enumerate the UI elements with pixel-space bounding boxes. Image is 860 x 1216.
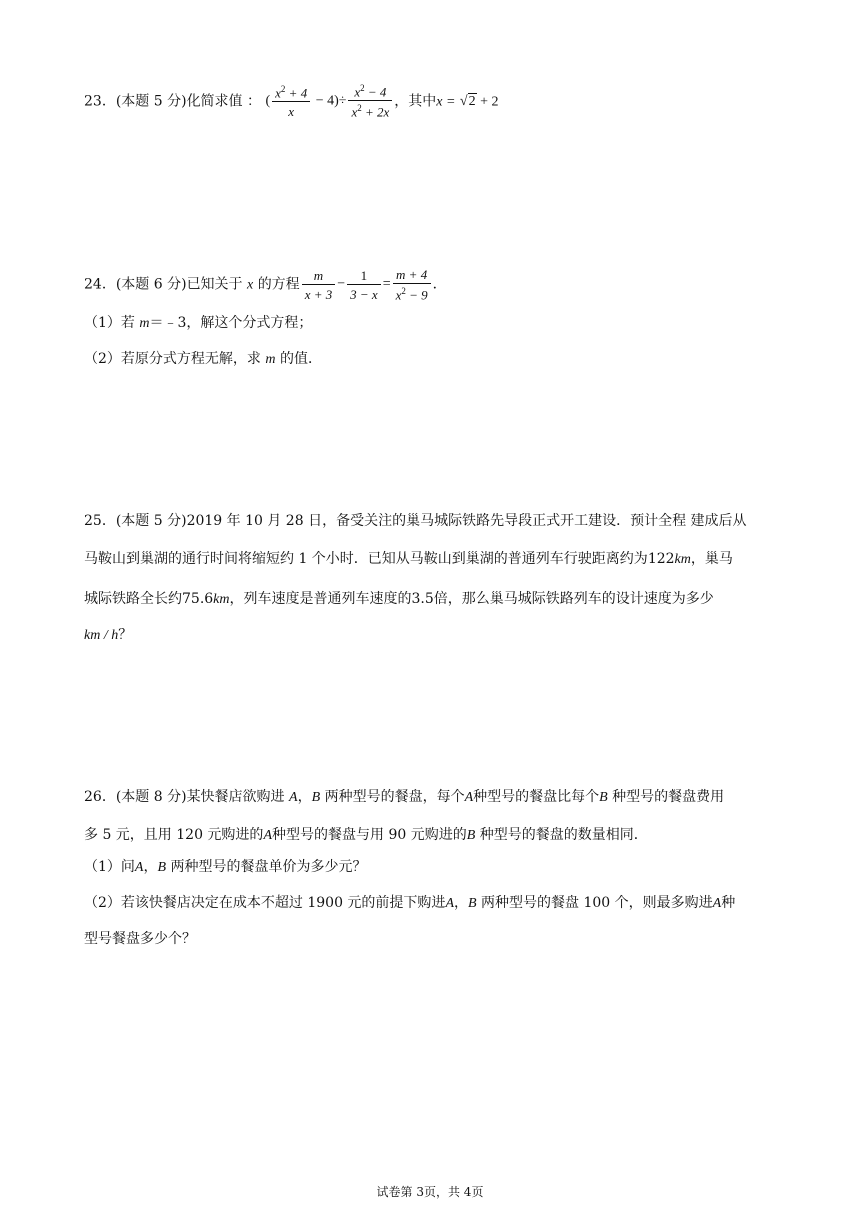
q24-line-1: 24．(本题 6 分)已知关于 x 的方程 $\frac{m}{x + 3}$ − $\frac{1}{3 - x}$ = $\frac{m + 4}{x^2 - 9}$ ． <box>84 267 447 303</box>
q23-prompt: 化简求值 ： <box>186 93 262 110</box>
q25-line-2: 马鞍山到巢湖的通行时间将缩短约 1 个小时．已知从马鞍山到巢湖的普通列车行驶距离约为122km，巢马 <box>84 551 733 567</box>
q24-fraction-3: $\frac{m + 4}{x^2 - 9}$ <box>393 268 431 301</box>
q25-line-1: 25．(本题 5 分)2019 年 10 月 28 日，备受关注的巢马城际铁路先导段正式开工建设．预计全程 建成后从 <box>84 513 747 529</box>
q23-fraction-2: $\frac{x^2 - 4}{x^2 + 2x}$ <box>348 84 392 119</box>
q24-part-1: （1）若 m＝﹣3，解这个分式方程； <box>84 315 313 331</box>
q26-line-3: 型号餐盘多少个？ <box>84 931 196 947</box>
q23-x-eq: x = <box>436 94 456 110</box>
q26-line-1: 26．(本题 8 分)某快餐店欲购进 A，B 两种型号的餐盘，每个A种型号的餐盘比每个B 种型号的餐盘费用 <box>84 789 725 805</box>
q23-fraction-1: $\frac{x^2 + 4}{x}$ <box>272 85 310 118</box>
q23-sqrt: √2 <box>459 94 476 110</box>
q24-part-2: （2）若原分式方程无解，求 m 的值． <box>84 351 322 367</box>
q26-part-2: （2）若该快餐店决定在成本不超过 1900 元的前提下购进A，B 两种型号的餐盘 100 个，则最多购进A种 <box>84 895 736 911</box>
q25-line-4: km / h？ <box>84 627 133 643</box>
q23-minus-four: − 4) <box>312 93 339 109</box>
q23-plus-two: + 2 <box>476 94 499 110</box>
q25-line-3: 城际铁路全长约75.6km，列车速度是普通列车速度的3.5倍，那么巢马城际铁路列车的设计速度为多少 <box>84 591 714 607</box>
q26-line-2: 多 5 元，且用 120 元购进的A种型号的餐盘与用 90 元购进的B 种型号的餐盘的数量相同． <box>84 827 648 843</box>
q23-where: ，其中 <box>394 93 437 110</box>
q23-points: (本题 5 分) <box>115 93 187 110</box>
q23-open-paren: ( <box>265 93 271 109</box>
q26-part-1: （1）问A，B 两种型号的餐盘单价为多少元？ <box>84 859 367 875</box>
q23-number: 23． <box>84 93 116 110</box>
q24-fraction-2: $\frac{1}{3 - x}$ <box>347 269 381 301</box>
page-footer: 试卷第 3页，共 4页 <box>376 1185 484 1199</box>
q24-fraction-1: $\frac{m}{x + 3}$ <box>302 269 336 301</box>
q23-divide: ÷ <box>338 93 347 109</box>
q23-line <box>84 84 499 119</box>
